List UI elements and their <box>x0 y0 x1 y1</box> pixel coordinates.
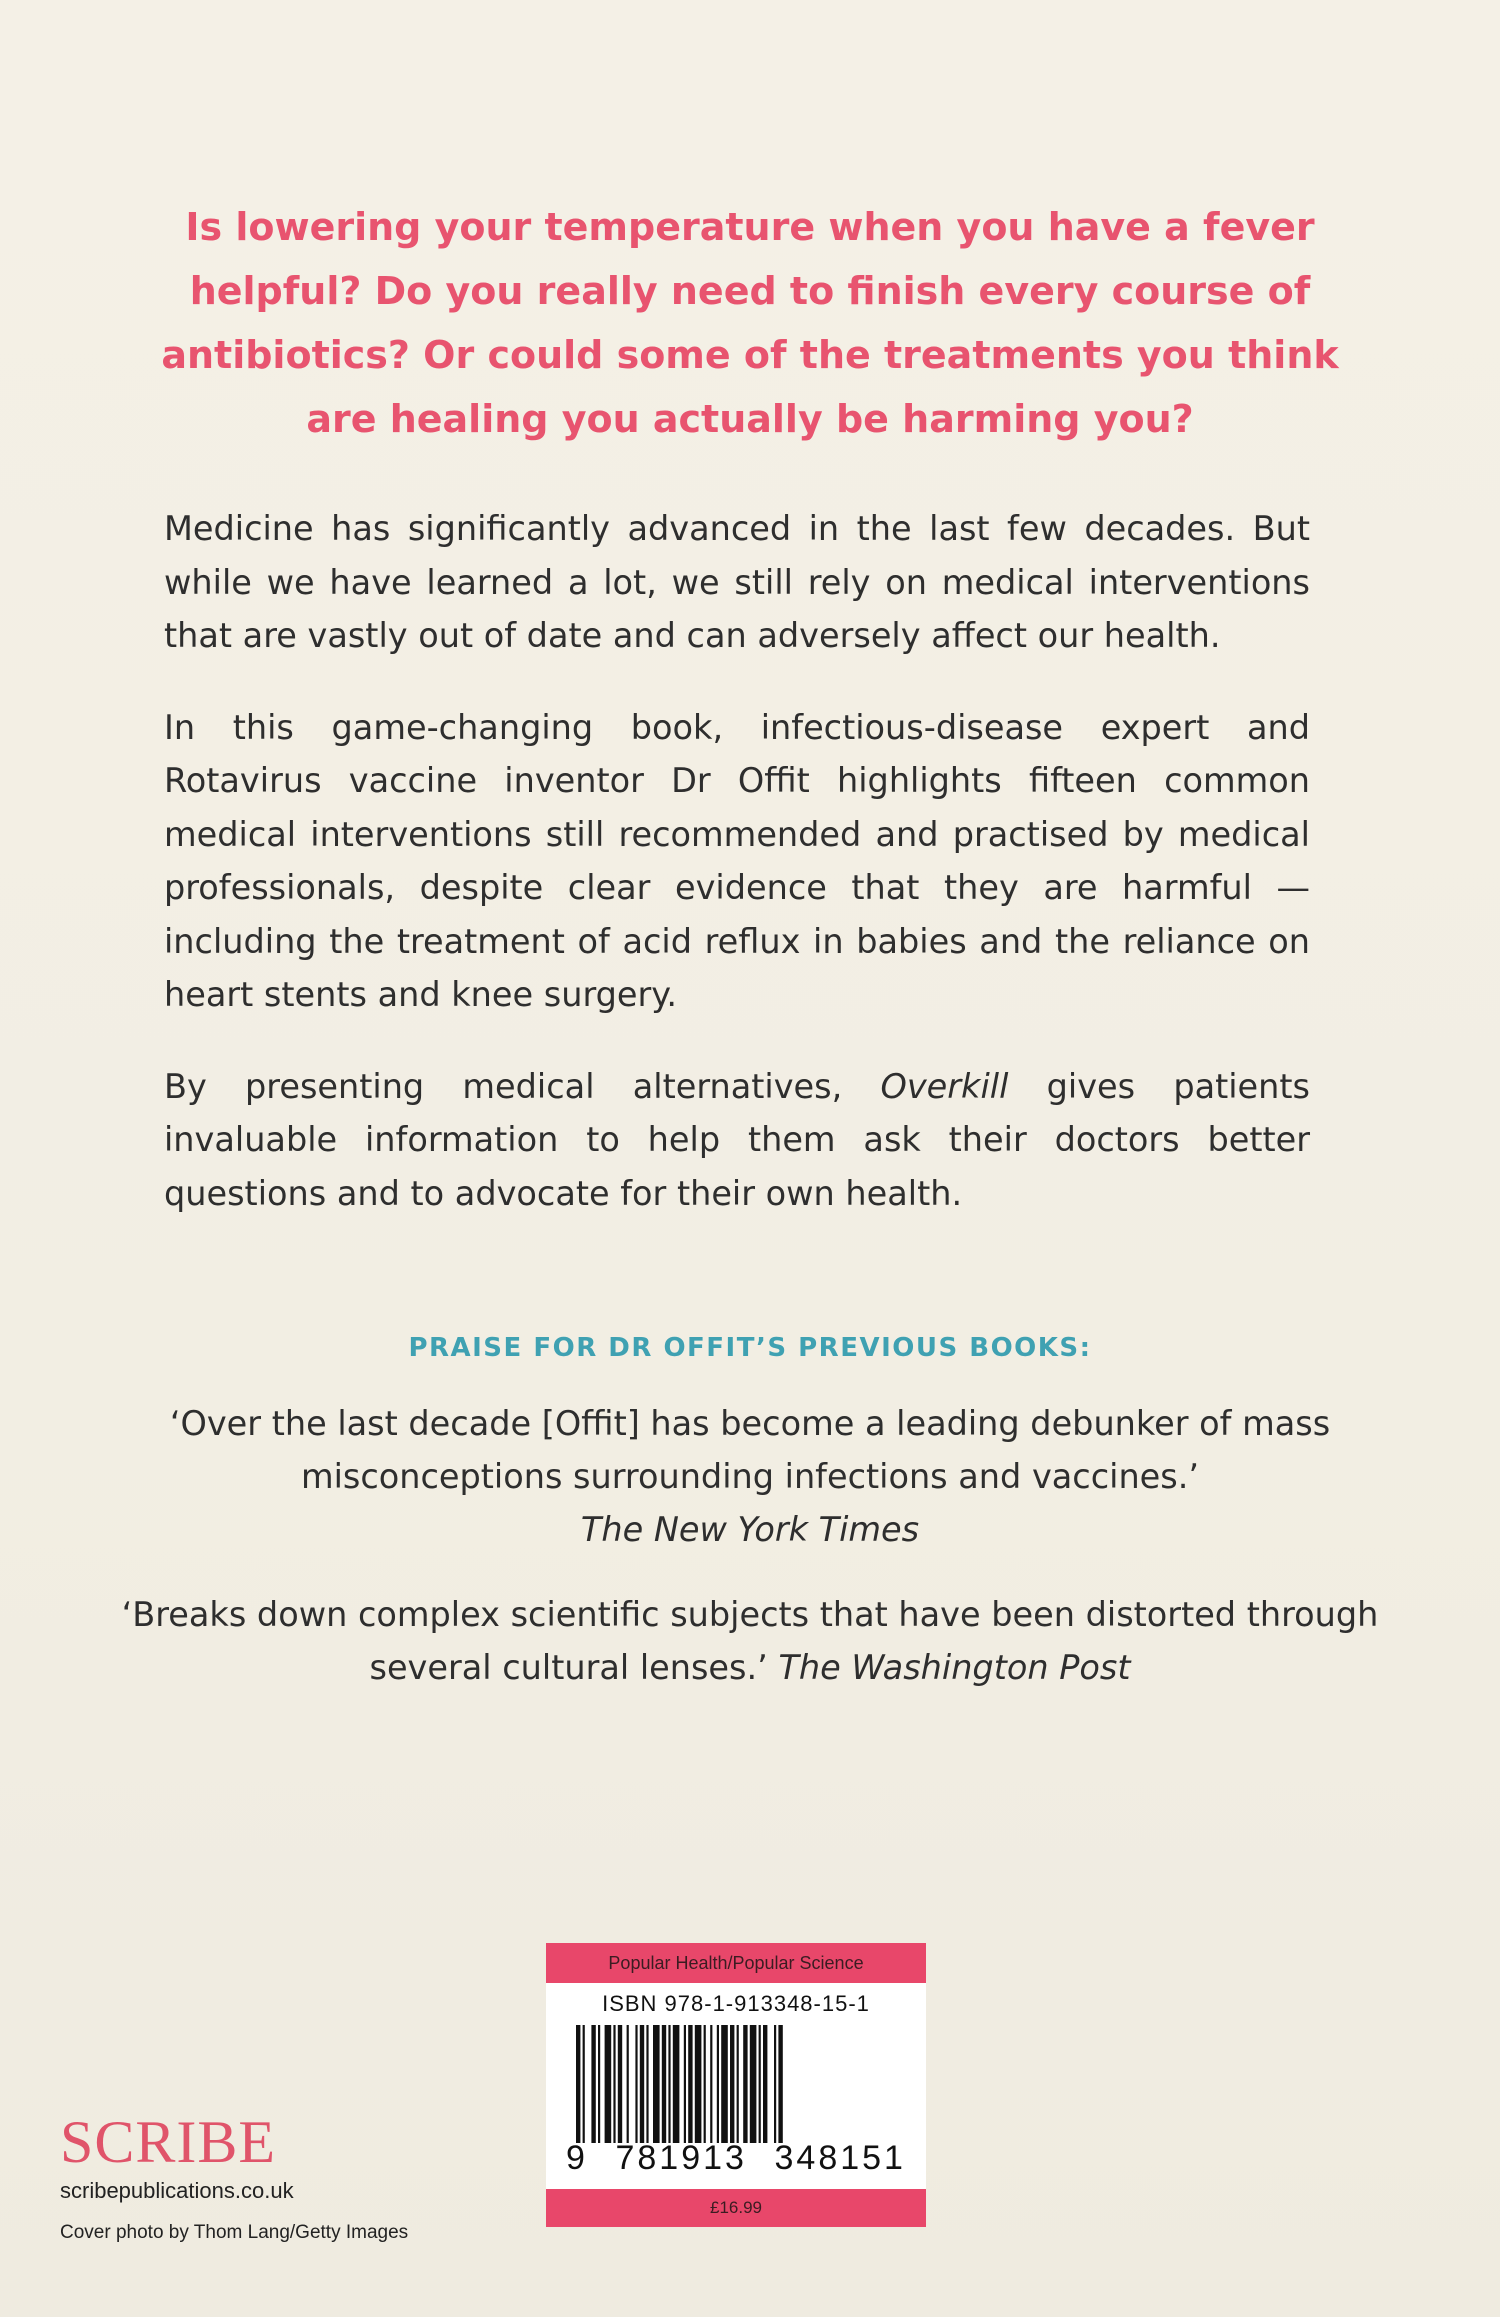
blurb-text: By presenting medical alternatives, <box>164 1066 881 1106</box>
barcode-bar <box>653 2025 660 2143</box>
barcode-bar <box>646 2025 648 2143</box>
barcode-bar <box>717 2025 719 2143</box>
barcode-bar <box>635 2025 637 2143</box>
photo-credit: Cover photo by Thom Lang/Getty Images <box>60 2222 409 2243</box>
isbn-label: ISBN 978-1-913348-15-1 <box>602 1991 870 2016</box>
category-band: Popular Health/Popular Science <box>546 1943 926 1983</box>
barcode-digits <box>566 2139 906 2178</box>
publisher-logo: SCRIBE <box>60 2109 277 2175</box>
tagline-line: antibiotics? Or could some of the treatments you think <box>161 333 1339 377</box>
barcode-bar <box>704 2025 706 2143</box>
barcode-bar <box>618 2025 622 2143</box>
quote-text: ‘Breaks down complex scientific subjects that have been distorted through several cultural lenses.’ <box>121 1595 1379 1687</box>
tagline-line: helpful? Do you really need to finish every course of <box>189 269 1311 313</box>
quote-source: The New York Times <box>580 1510 920 1549</box>
tagline <box>130 195 1370 451</box>
barcode-box <box>546 1943 926 2227</box>
blurb-paragraph-3 <box>164 1060 1310 1221</box>
barcode-bar <box>640 2025 644 2143</box>
praise-quote-1 <box>120 1397 1380 1556</box>
barcode-bar <box>627 2025 629 2143</box>
barcode-bar <box>763 2025 767 2143</box>
barcode-bar <box>695 2025 702 2143</box>
barcode-icon <box>574 2025 898 2143</box>
barcode-bar <box>774 2025 776 2143</box>
barcode-bar <box>583 2025 585 2143</box>
quote-text: ‘Over the last decade [Offit] has become a leading debunker of mass misconceptions surrounding infections and vaccines.’ <box>169 1404 1331 1496</box>
price-band: £16.99 <box>546 2189 926 2227</box>
barcode-bar <box>710 2025 712 2143</box>
tagline-line: are healing you actually be harming you? <box>306 397 1194 441</box>
barcode-bar <box>750 2025 757 2143</box>
barcode-bar <box>688 2025 692 2143</box>
barcode-bar <box>737 2025 739 2143</box>
barcode-bar <box>668 2025 670 2143</box>
barcode-bar <box>743 2025 747 2143</box>
publisher-url: scribepublications.co.uk <box>60 2178 294 2203</box>
quote-source: The Washington Post <box>778 1648 1131 1687</box>
tagline-line: Is lowering your temperature when you have a fever <box>185 205 1315 249</box>
publisher-block <box>60 2109 409 2244</box>
barcode-digit-first: 9 <box>566 2139 588 2177</box>
blurb-text: gives patients invaluable information to help them ask their doctors better questions and to advocate for their own health. <box>164 1066 1310 1213</box>
blurb <box>164 502 1310 1258</box>
barcode-bar <box>613 2025 615 2143</box>
barcode-bar <box>598 2025 600 2143</box>
barcode-bar <box>684 2025 686 2143</box>
praise-heading: PRAISE FOR DR OFFIT’S PREVIOUS BOOKS: <box>408 1333 1092 1363</box>
barcode-bar <box>673 2025 680 2143</box>
barcode-bar <box>591 2025 595 2143</box>
book-title: Overkill <box>880 1066 1009 1106</box>
barcode-bar <box>730 2025 734 2143</box>
blurb-paragraph-2: In this game-changing book, infectious-disease expert and Rotavirus vaccine inventor Dr Offit highlights fifteen common medical interventions still recommended and practised by medical professionals, despite clear evidence that they are harmful — including the treatment of acid reflux in babies and the reliance on heart stents and knee surgery. <box>164 707 1310 1014</box>
barcode-bar <box>721 2025 728 2143</box>
barcode-bar <box>576 2025 580 2143</box>
barcode-bar <box>662 2025 666 2143</box>
barcode-bar <box>759 2025 761 2143</box>
blurb-paragraph-1: Medicine has significantly advanced in the last few decades. But while we have learned a lot, we still rely on medical interventions that are vastly out of date and can adversely affect our health. <box>164 509 1310 655</box>
barcode-bar <box>605 2025 612 2143</box>
barcode-digits-right: 348151 <box>774 2139 906 2177</box>
barcode-digits-left: 781913 <box>615 2139 747 2177</box>
praise-quote-2 <box>120 1588 1380 1694</box>
barcode-bar <box>778 2025 782 2143</box>
